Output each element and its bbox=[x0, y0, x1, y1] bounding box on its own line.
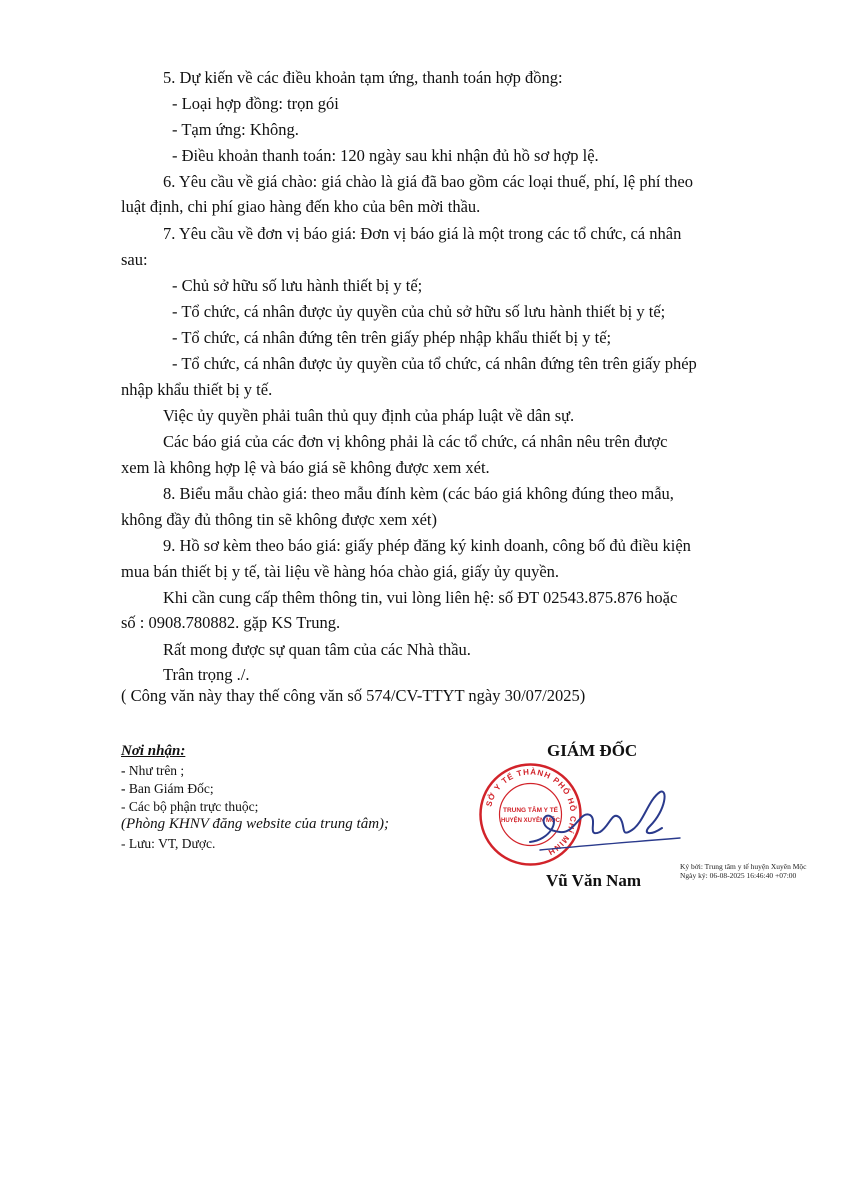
seal-ring-text: SỞ Y TẾ THÀNH PHỐ HỒ CHÍ MINH bbox=[484, 767, 578, 858]
section-9-line-2: mua bán thiết bị y tế, tài liệu về hàng hóa chào giá, giấy ủy quyền. bbox=[121, 562, 560, 581]
closing-line: Rất mong được sự quan tâm của các Nhà thầu. bbox=[163, 640, 471, 659]
replacement-note: ( Công văn này thay thế công văn số 574/CV-TTYT ngày 30/07/2025) bbox=[121, 686, 586, 705]
section-5-heading: 5. Dự kiến về các điều khoản tạm ứng, thanh toán hợp đồng: bbox=[163, 68, 563, 87]
signed-date-meta: Ngày ký: 06-08-2025 16:46:40 +07:00 bbox=[680, 871, 797, 880]
handwritten-signature-icon bbox=[520, 780, 690, 860]
section-8-line-1: 8. Biểu mẫu chào giá: theo mẫu đính kèm (các báo giá không đúng theo mẫu, bbox=[163, 484, 674, 503]
invalid-quote-line-2: xem là không hợp lệ và báo giá sẽ không được xem xét. bbox=[121, 458, 490, 477]
recipient-item-text: Như trên ; bbox=[128, 763, 185, 778]
authorization-note: Việc ủy quyền phải tuân thủ quy định của pháp luật về dân sự. bbox=[163, 406, 575, 425]
bidder-type-4-line-1: - Tổ chức, cá nhân được ủy quyền của tổ chức, cá nhân đứng tên trên giấy phép bbox=[172, 354, 697, 373]
bidder-type-2: - Tổ chức, cá nhân được ủy quyền của chủ sở hữu số lưu hành thiết bị y tế; bbox=[172, 302, 666, 321]
bidder-type-1: - Chủ sở hữu số lưu hành thiết bị y tế; bbox=[172, 276, 423, 295]
seal-center-line-1: TRUNG TÂM Y TẾ bbox=[502, 807, 559, 814]
recipient-item: - Các bộ phận trực thuộc; bbox=[121, 799, 259, 814]
payment-terms-line: - Điều khoản thanh toán: 120 ngày sau khi nhận đủ hồ sơ hợp lệ. bbox=[172, 146, 599, 165]
contact-line-2: số : 0908.780882. gặp KS Trung. bbox=[121, 613, 341, 632]
bidder-type-4-line-2: nhập khẩu thiết bị y tế. bbox=[121, 380, 273, 399]
advance-payment-line: - Tạm ứng: Không. bbox=[172, 120, 299, 139]
bidder-type-3: - Tổ chức, cá nhân đứng tên trên giấy phép nhập khẩu thiết bị y tế; bbox=[172, 328, 612, 347]
contact-line-1: Khi cần cung cấp thêm thông tin, vui lòng liên hệ: số ĐT 02543.875.876 hoặc bbox=[163, 588, 678, 607]
signed-by-meta: Ký bởi: Trung tâm y tế huyện Xuyên Mộc bbox=[680, 862, 807, 871]
section-7-line-1: 7. Yêu cầu về đơn vị báo giá: Đơn vị báo giá là một trong các tổ chức, cá nhân bbox=[163, 224, 682, 243]
section-7-line-2: sau: bbox=[121, 250, 148, 269]
regards-line: Trân trọng ./. bbox=[163, 665, 250, 684]
recipient-item: (Phòng KHNV đăng website của trung tâm); bbox=[121, 816, 390, 832]
contract-type-line: - Loại hợp đồng: trọn gói bbox=[172, 94, 339, 113]
director-title: GIÁM ĐỐC bbox=[547, 741, 638, 760]
recipient-item: - Ban Giám Đốc; bbox=[121, 781, 214, 796]
seal-center-line-2: HUYỆN XUYÊN MỘC bbox=[500, 818, 561, 824]
recipients-heading: Nơi nhận: bbox=[121, 743, 186, 759]
recipient-item: - Lưu: VT, Dược. bbox=[121, 836, 216, 851]
recipient-item: - Như trên ; bbox=[121, 763, 185, 778]
section-9-line-1: 9. Hồ sơ kèm theo báo giá: giấy phép đăng ký kinh doanh, công bố đủ điều kiện bbox=[163, 536, 691, 555]
section-6-line-1: 6. Yêu cầu về giá chào: giá chào là giá đã bao gồm các loại thuế, phí, lệ phí theo bbox=[163, 172, 693, 191]
section-6-line-2: luật định, chi phí giao hàng đến kho của bên mời thầu. bbox=[121, 197, 481, 216]
section-8-line-2: không đầy đủ thông tin sẽ không được xem xét) bbox=[121, 510, 437, 529]
invalid-quote-line-1: Các báo giá của các đơn vị không phải là các tổ chức, cá nhân nêu trên được bbox=[163, 432, 668, 451]
recipient-item-text: Ban Giám Đốc; bbox=[128, 781, 214, 796]
director-name: Vũ Văn Nam bbox=[546, 871, 642, 890]
